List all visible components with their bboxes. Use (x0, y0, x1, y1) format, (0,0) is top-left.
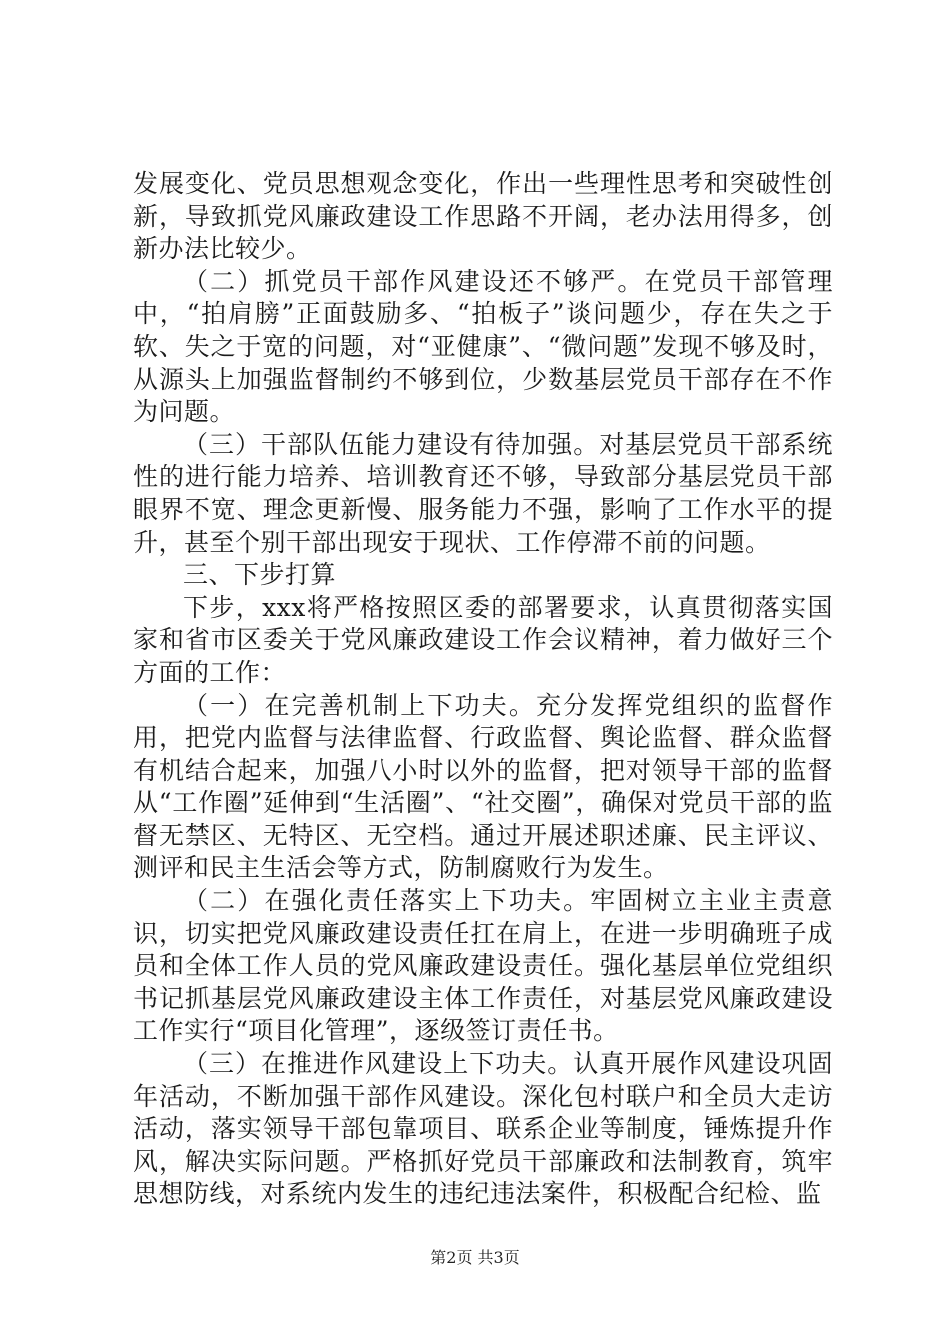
paragraph-section-2-2: （二）抓党员干部作风建设还不够严。在党员干部管理中，“拍肩膀”正面鼓励多、“拍板子”谈问题少，存在失之于软、失之于宽的问题，对“亚健康”、“微问题”发现不够及时，从源头上加强监督制约不够到位，少数基层党员干部存在不作为问题。 (133, 266, 833, 427)
paragraph-section-2-3: （三）干部队伍能力建设有待加强。对基层党员干部系统性的进行能力培养、培训教育还不够，导致部分基层党员干部眼界不宽、理念更新慢、服务能力不强，影响了工作水平的提升，甚至个别干部出现安于现状、工作停滞不前的问题。 (133, 429, 833, 557)
page-number-label: 第2页 共3页 (430, 1248, 520, 1267)
paragraph-section-3-2: （二）在强化责任落实上下功夫。牢固树立主业主责意识，切实把党风廉政建设责任扛在肩上，在进一步明确班子成员和全体工作人员的党风廉政建设责任。强化基层单位党组织书记抓基层党风廉政建设主体工作责任，对基层党风廉政建设工作实行“项目化管理”，逐级签订责任书。 (133, 886, 833, 1046)
paragraph-section-3-3: （三）在推进作风建设上下功夫。认真开展作风建设巩固年活动，不断加强干部作风建设。深化包村联户和全员大走访活动，落实领导干部包靠项目、联系企业等制度，锤炼提升作风，解决实际问题。严格抓好党员干部廉政和法制教育，筑牢思想防线，对系统内发生的违纪违法案件，积极配合纪检、监 (133, 1049, 833, 1209)
page-footer (0, 1245, 950, 1268)
document-body (133, 168, 833, 1211)
paragraph-intro-next-steps: 下步，xxx将严格按照区委的部署要求，认真贯彻落实国家和省市区委关于党风廉政建设工作会议精神，着力做好三个方面的工作： (133, 592, 833, 687)
paragraph-section-3-1: （一）在完善机制上下功夫。充分发挥党组织的监督作用，把党内监督与法律监督、行政监督、舆论监督、群众监督有机结合起来，加强八小时以外的监督，把对领导干部的监督从“工作圈”延伸到“生活圈”、“社交圈”，确保对党员干部的监督无禁区、无特区、无空档。通过开展述职述廉、民主评议、测评和民主生活会等方式，防制腐败行为发生。 (133, 690, 833, 883)
section-heading-next-steps: 三、下步打算 (183, 560, 337, 590)
paragraph-continuation: 发展变化、党员思想观念变化，作出一些理性思考和突破性创新，导致抓党风廉政建设工作思路不开阔，老办法用得多，创新办法比较少。 (133, 169, 833, 264)
